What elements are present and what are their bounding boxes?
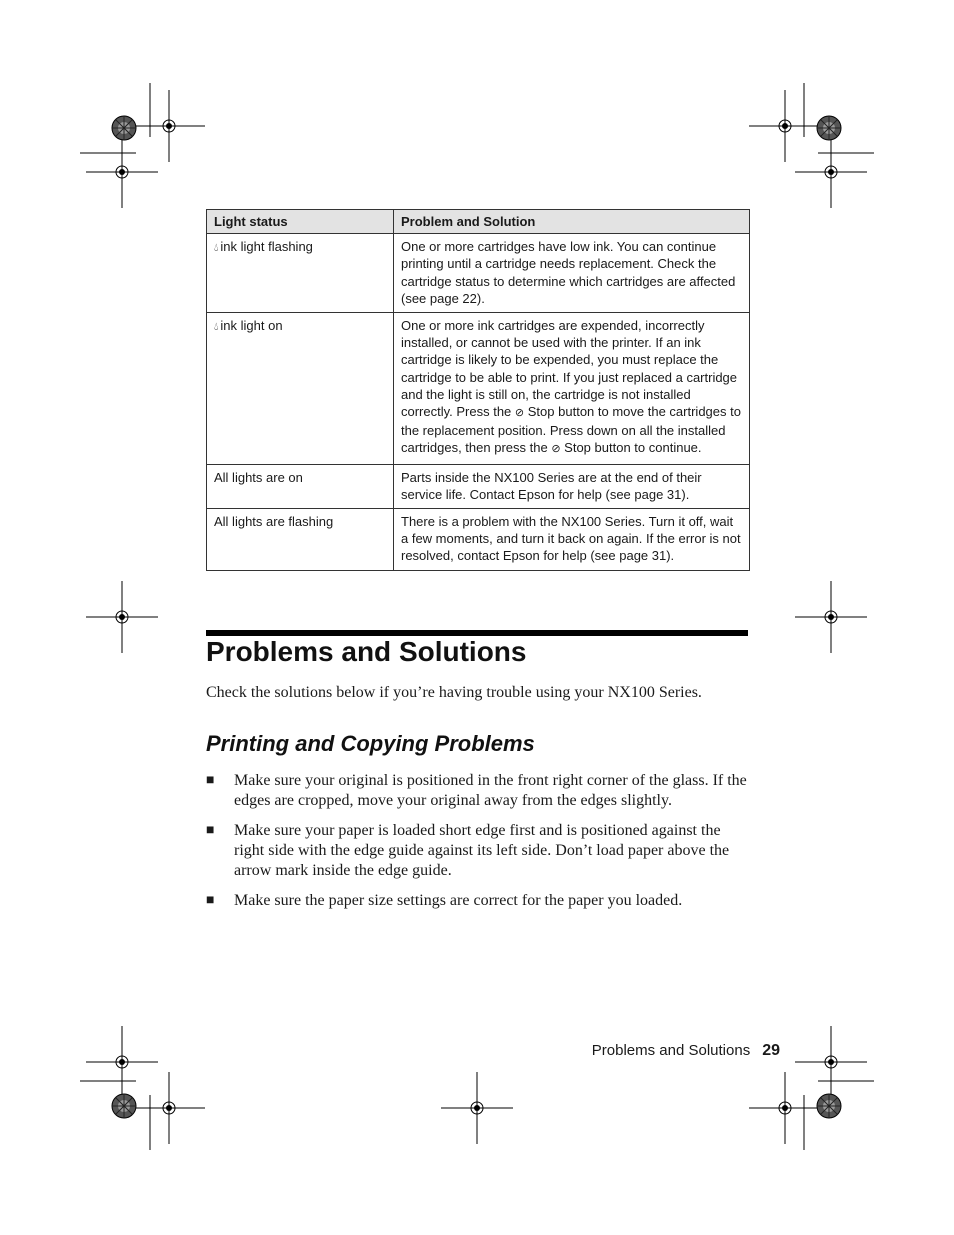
bullet-text: Make sure your paper is loaded short edge first and is positioned against the right side with the edge guide against its left side. Don’t load paper above the arrow mark inside the edge guide.: [234, 822, 730, 879]
table-row: [207, 464, 750, 508]
status-text: ink light on: [220, 318, 283, 334]
page-footer: [592, 1042, 780, 1060]
stop-icon: ⊘: [551, 443, 561, 456]
solution-cell: One or more cartridges have low ink. You can continue printing until a cartridge needs replacement. Check the cartridge status to determine which cartridges are affected (see page 22).: [394, 234, 750, 313]
list-item: [206, 821, 752, 881]
stop-label: Stop: [527, 404, 555, 420]
table-row: [207, 509, 750, 571]
table-row: [207, 313, 750, 465]
solution-text: button to move the cartridges to the replacement position. Press down on all the installed cartridges, then press the: [401, 404, 741, 456]
status-cell: [207, 313, 394, 465]
light-status-table: [206, 209, 750, 571]
page-number: 29: [762, 1042, 780, 1059]
status-cell: [207, 234, 394, 313]
footer-label: Problems and Solutions: [591, 1042, 751, 1059]
solution-text: One or more ink cartridges are expended, incorrectly installed, or cannot be used with the printer. If an ink cartridge is likely to be expended, you must replace the cartridge to be able to print. If you just replaced a cartridge and the light is still on, the cartridge is not installed correctly. Press the: [401, 318, 738, 420]
header-problem-solution: Problem and Solution: [394, 210, 750, 234]
list-item: [206, 771, 752, 811]
status-text: ink light flashing: [220, 239, 313, 255]
bullet-square-icon: ■: [206, 893, 215, 908]
status-cell: All lights are on: [207, 464, 394, 508]
list-item: [206, 891, 752, 911]
ink-drop-icon: 💧︎: [214, 321, 219, 334]
header-light-status: Light status: [207, 210, 394, 234]
status-cell: All lights are flashing: [207, 509, 394, 571]
bullet-text: Make sure the paper size settings are correct for the paper you loaded.: [234, 892, 683, 909]
stop-label: Stop: [564, 440, 591, 456]
section-intro: Check the solutions below if you’re having trouble using your NX100 Series.: [206, 684, 702, 701]
solution-cell: Parts inside the NX100 Series are at the end of their service life. Contact Epson for help (see page 31).: [394, 464, 750, 508]
section-title: Problems and Solutions: [206, 636, 527, 667]
solution-text: button to continue.: [594, 440, 702, 456]
solution-cell: [394, 313, 750, 465]
bullet-list: [206, 771, 752, 921]
bullet-square-icon: ■: [206, 773, 215, 788]
table-header-row: [207, 210, 750, 234]
bullet-text: Make sure your original is positioned in the front right corner of the glass. If the edges are cropped, move your original away from the edges slightly.: [234, 772, 747, 809]
ink-drop-icon: 💧︎: [214, 242, 219, 255]
subsection-title: Printing and Copying Problems: [206, 731, 535, 756]
solution-cell: There is a problem with the NX100 Series. Turn it off, wait a few moments, and turn it back on again. If the error is not resolved, contact Epson for help (see page 31).: [394, 509, 750, 571]
stop-icon: ⊘: [514, 407, 525, 420]
bullet-square-icon: ■: [206, 823, 215, 838]
table-row: [207, 234, 750, 313]
